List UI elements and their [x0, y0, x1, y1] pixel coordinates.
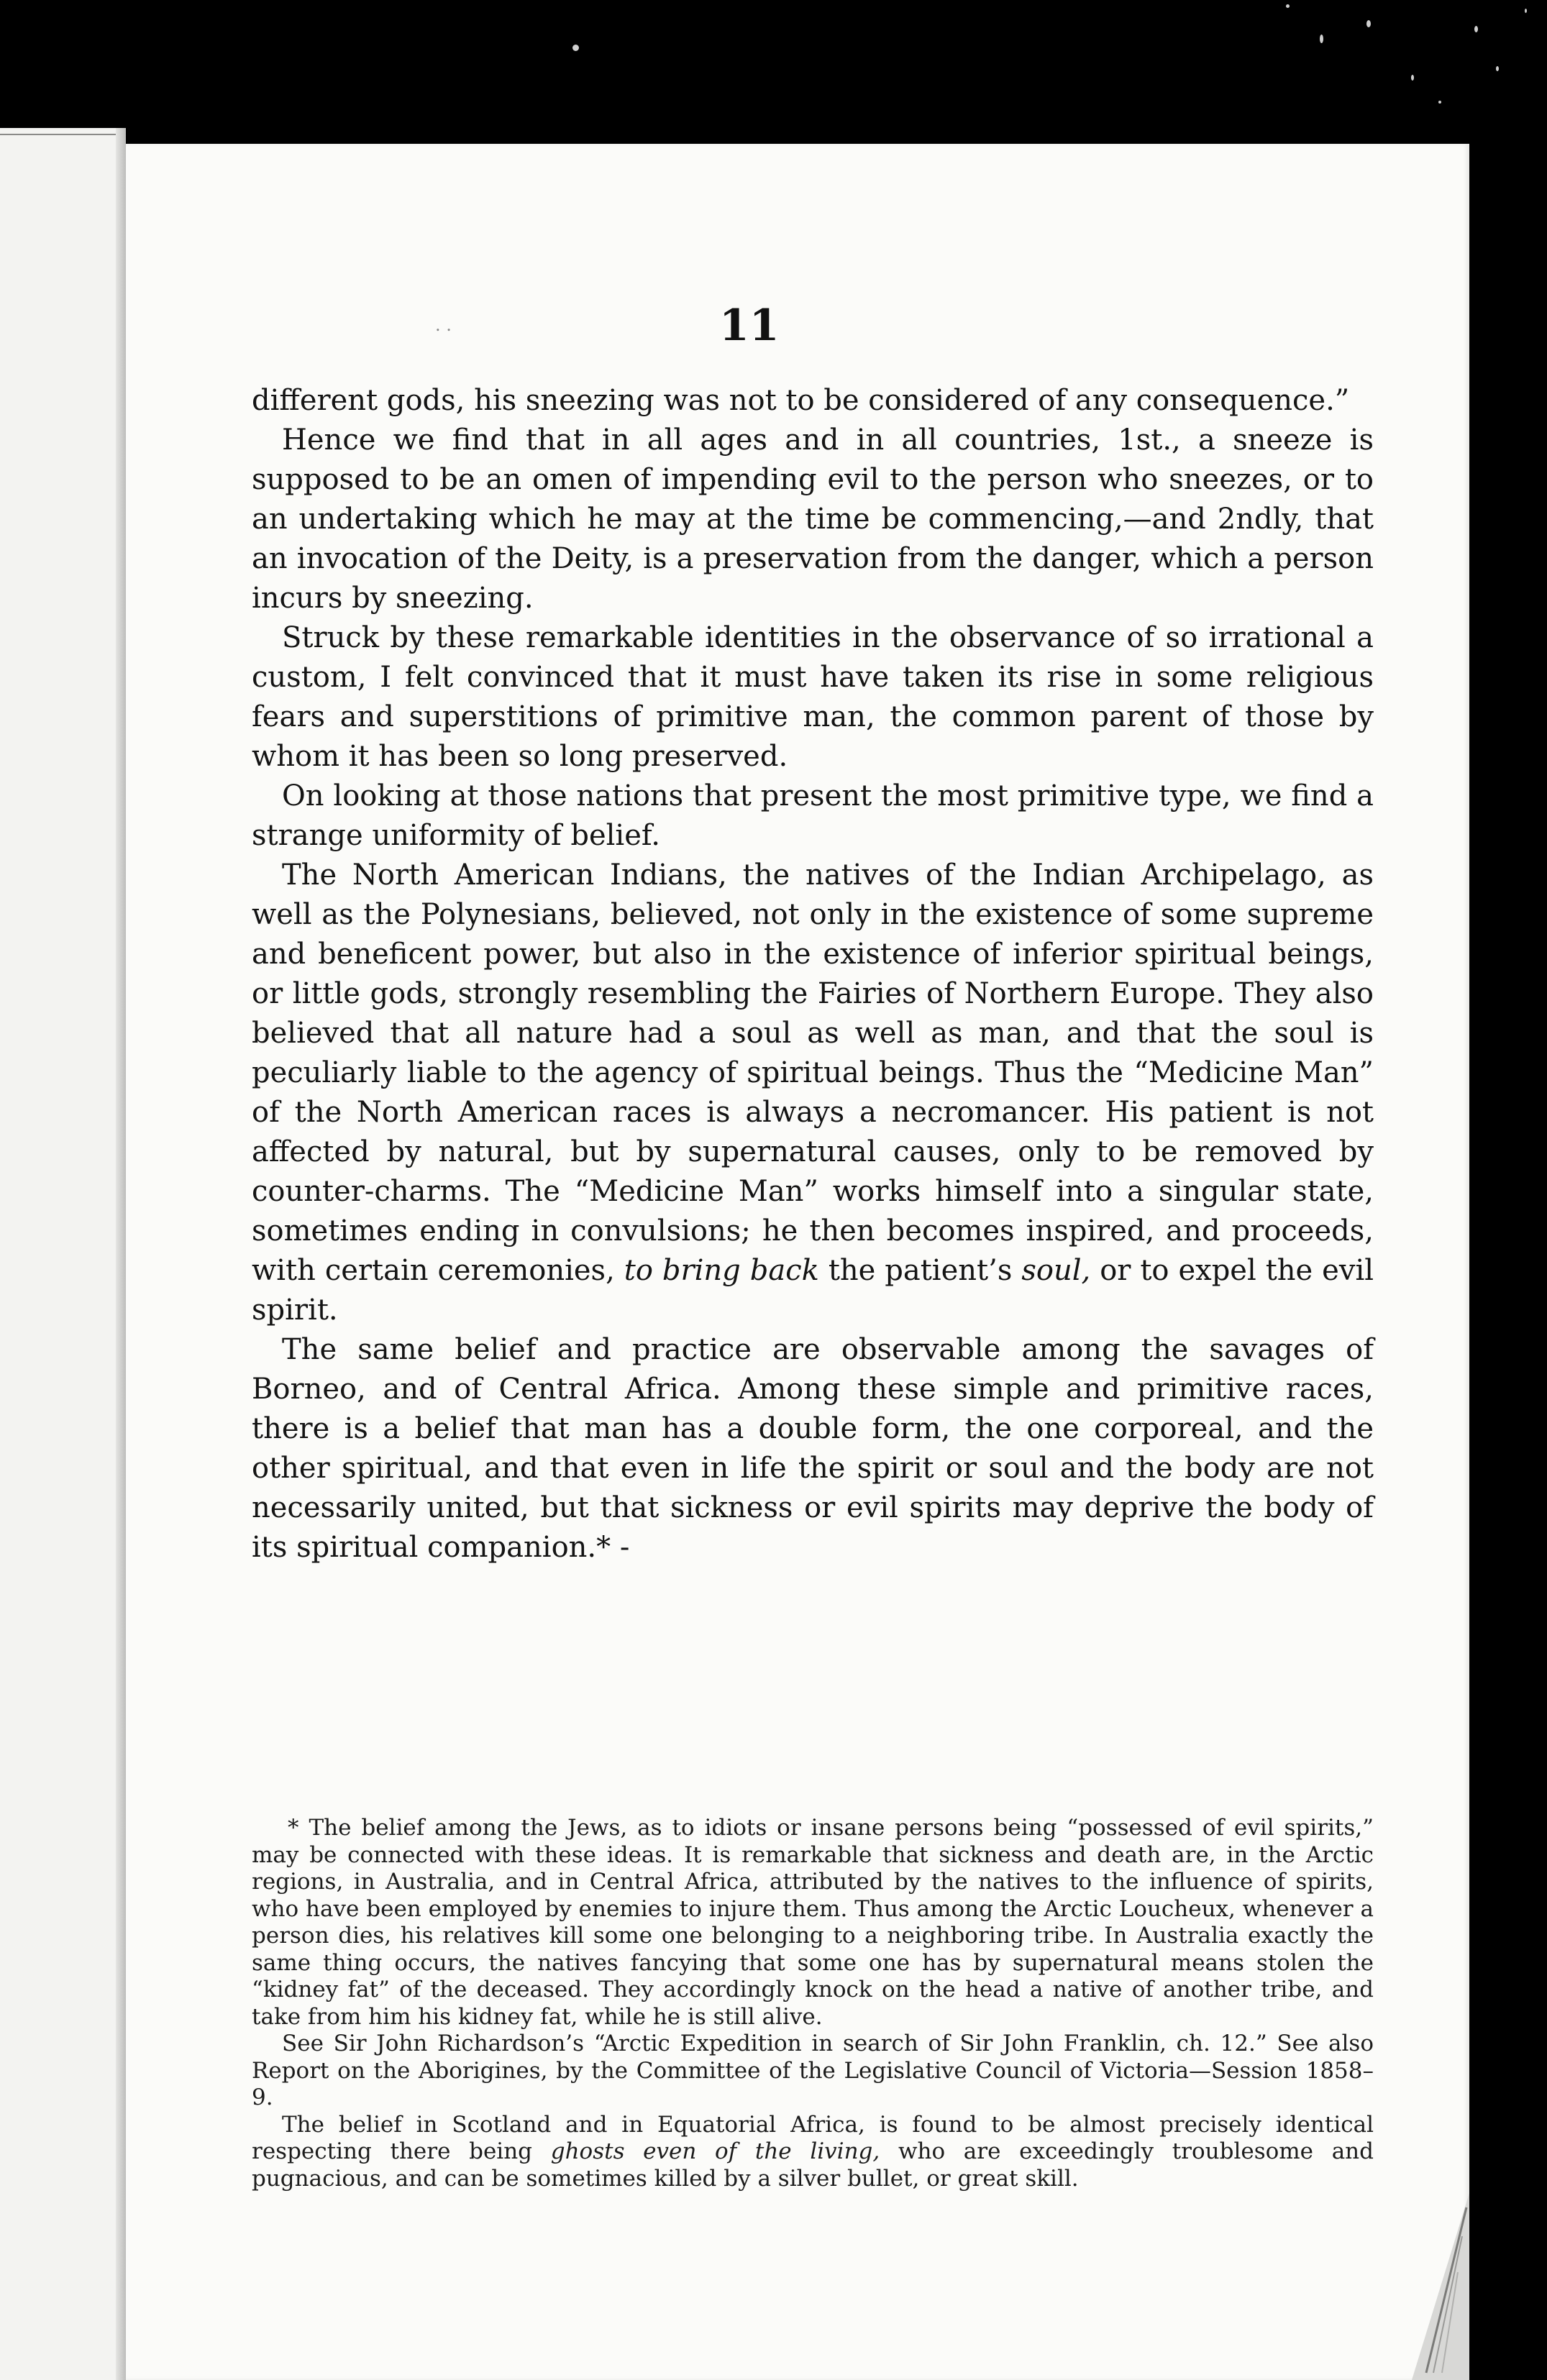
paragraph: Hence we find that in all ages and in all countries, 1st., a sneeze is supposed to be an omen of impending evil to the person who sneezes, or to an undertaking which he may at the time be commencing,—and 2ndly, that an invocation of the Deity, is a preservation from the danger, which a person incurs by sneezing. [252, 424, 1374, 615]
footnote-text: The belief in Scotland and in Equatorial Africa, is found to be almost precisely identical respecting there being [252, 2111, 1374, 2164]
book-page [126, 144, 1469, 2380]
paragraph: On looking at those nations that present the most primitive type, we find a strange uniformity of belief. [252, 779, 1374, 852]
page-dots: . . [435, 315, 452, 335]
paragraph: The same belief and practice are observable among the savages of Borneo, and of Central Africa. Among these simple and primitive races, there is a belief that man has a double form, the one corporeal, and the other spiritual, and that even in life the spirit or soul and the body are not necessarily united, but that sickness or evil spirits may deprive the body of its spiritual companion.* - [252, 1333, 1374, 1564]
page-number: 11 [719, 301, 780, 351]
left-page-edge [0, 128, 126, 2380]
italic-phrase: to bring back [624, 1254, 819, 1287]
paragraph-text: the patient’s [828, 1254, 1013, 1287]
paragraph: different gods, his sneezing was not to be considered of any consequence.” [252, 384, 1350, 417]
italic-phrase: soul, [1021, 1254, 1091, 1287]
paragraph-text: or to expel the evil spirit. [252, 1254, 1374, 1327]
footnotes [252, 1815, 1374, 2192]
body-text [252, 381, 1374, 1567]
footnote: * The belief among the Jews, as to idiots or insane persons being “possessed of evil spirits,” may be connected with these ideas. It is remarkable that sickness and death are, in the Arctic regions, in Australia, and in Central Africa, attributed by the natives to the influence of spirits, who have been employed by enemies to injure them. Thus among the Arctic Loucheux, whenever a person dies, his relatives kill some one belonging to a neighboring tribe. In Australia exactly the same thing occurs, the natives fancying that some one has by supernatural means stolen the “kidney fat” of the deceased. They accordingly knock on the head a native of another tribe, and take from him his kidney fat, while he is still alive. [252, 1815, 1374, 2030]
footnote-text: who are exceedingly troublesome and pugnacious, and can be sometimes killed by a silver bullet, or great skill. [252, 2138, 1374, 2192]
italic-phrase: ghosts even of the living, [550, 2138, 880, 2164]
paragraph-text: The North American Indians, the natives of the Indian Archipelago, as well as the Polynesians, believed, not only in the existence of some supreme and beneficent power, but also in the existence of inferior spiritual beings, or little gods, strongly resembling the Fairies of Northern Europe. They also believed that all nature had a soul as well as man, and that the soul is peculiarly liable to the agency of spiritual beings. Thus the “Medicine Man” of the North American races is always a necromancer. His patient is not affected by natural, but by supernatural causes, only to be removed by counter-charms. The “Medicine Man” works himself into a singular state, sometimes ending in convulsions; he then becomes inspired, and proceeds, with certain ceremonies, [252, 859, 1374, 1287]
left-page-rule [0, 134, 126, 135]
paragraph: Struck by these remarkable identities in the observance of so irrational a custom, I felt convinced that it must have taken its rise in some religious fears and superstitions of primitive man, the common parent of those by whom it has been so long preserved. [252, 621, 1374, 773]
paragraph [252, 856, 1374, 1330]
page-fold [1383, 2193, 1469, 2380]
footnote: See Sir John Richardson’s “Arctic Expedition in search of Sir John Franklin, ch. 12.” See also Report on the Aborigines, by the Committee of the Legislative Council of Victoria—Session 1858–9. [252, 2031, 1374, 2110]
footnote [252, 2112, 1374, 2193]
left-page-shadow [116, 128, 126, 2380]
